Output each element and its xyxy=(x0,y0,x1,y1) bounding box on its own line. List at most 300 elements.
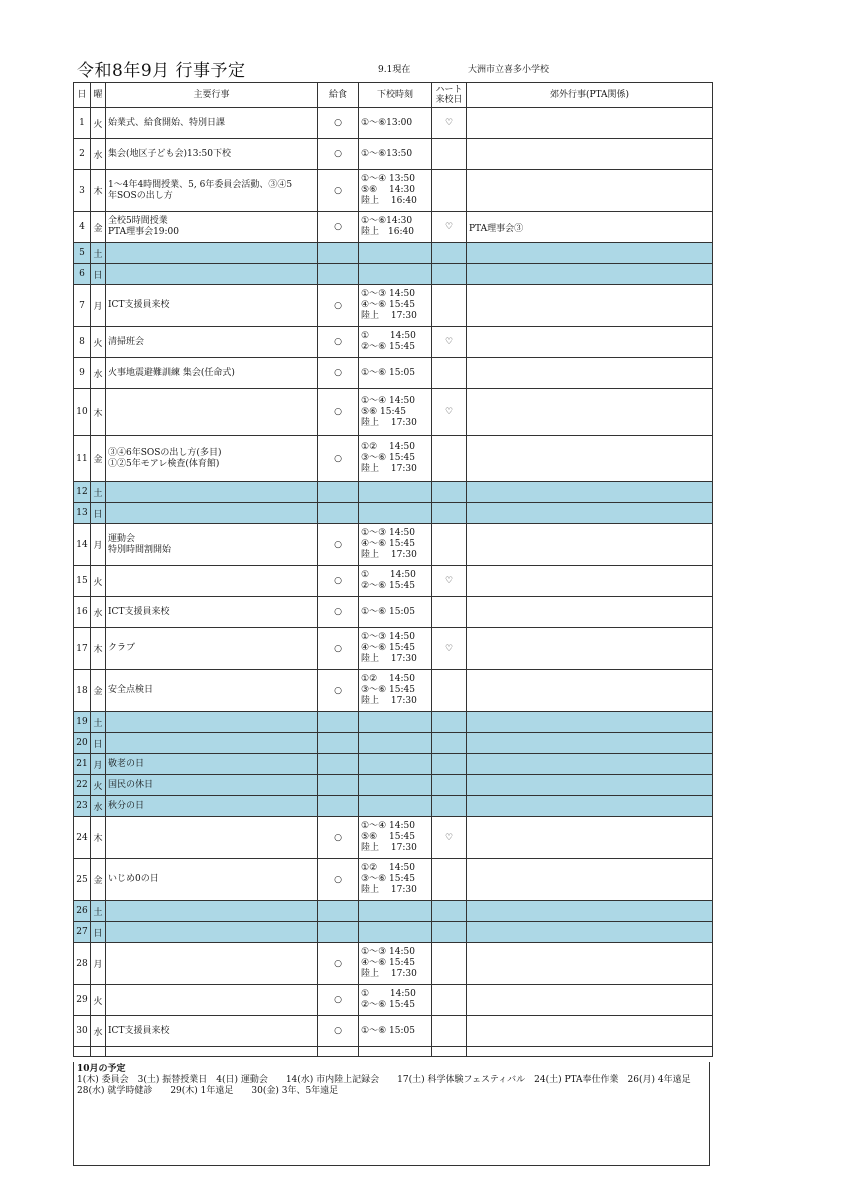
external-event-cell xyxy=(467,901,713,922)
lunch-cell xyxy=(318,243,359,264)
dismissal-line: ①～④ 14:50 xyxy=(361,821,415,831)
day-cell: 27 xyxy=(74,922,91,943)
col-header-main-events: 主要行事 xyxy=(106,83,318,108)
lunch-cell: ○ xyxy=(318,859,359,901)
table-row-holiday xyxy=(74,922,713,943)
main-event-cell xyxy=(106,754,318,775)
day-cell: 5 xyxy=(74,243,91,264)
main-event-line: ICT支援員来校 xyxy=(108,606,170,617)
col-header-dow: 曜 xyxy=(91,83,106,108)
main-event-line: ③④6年SOSの出し方(多目) xyxy=(108,447,222,458)
table-row xyxy=(74,358,713,389)
heart-visit-cell: ♡ xyxy=(432,389,467,436)
dismissal-cell xyxy=(359,670,432,712)
heart-visit-cell xyxy=(432,943,467,985)
main-event-cell xyxy=(106,985,318,1016)
lunch-cell xyxy=(318,922,359,943)
weekday-cell: 水 xyxy=(91,796,106,817)
day-cell: 21 xyxy=(74,754,91,775)
external-event-cell xyxy=(467,503,713,524)
dismissal-line: ③～⑥ 15:45 xyxy=(361,874,415,884)
main-event-line: ①②5年モアレ検査(体育館) xyxy=(108,458,220,469)
lunch-cell: ○ xyxy=(318,139,359,170)
dismissal-cell xyxy=(359,943,432,985)
heart-visit-cell xyxy=(432,597,467,628)
day-cell: 1 xyxy=(74,108,91,139)
dismissal-line: ①～③ 14:50 xyxy=(361,947,415,957)
heart-visit-cell xyxy=(432,712,467,733)
weekday-cell: 火 xyxy=(91,775,106,796)
dismissal-line: 陸上 17:30 xyxy=(361,843,417,853)
dismissal-cell xyxy=(359,775,432,796)
weekday-cell: 木 xyxy=(91,170,106,212)
main-event-cell xyxy=(106,628,318,670)
day-cell: 9 xyxy=(74,358,91,389)
weekday-cell: 日 xyxy=(91,503,106,524)
dismissal-cell xyxy=(359,358,432,389)
main-event-line: 火事地震避難訓練 集会(任命式) xyxy=(108,367,235,378)
main-event-cell xyxy=(106,170,318,212)
table-row xyxy=(74,943,713,985)
main-event-cell xyxy=(106,922,318,943)
external-event-cell xyxy=(467,597,713,628)
heart-visit-cell xyxy=(432,264,467,285)
table-row-holiday xyxy=(74,243,713,264)
day-cell: 12 xyxy=(74,482,91,503)
weekday-cell: 火 xyxy=(91,985,106,1016)
day-cell: 8 xyxy=(74,327,91,358)
table-row xyxy=(74,985,713,1016)
dismissal-line: 陸上 17:30 xyxy=(361,885,417,895)
dismissal-line: ②～⑥ 15:45 xyxy=(361,581,415,591)
main-event-line: PTA理事会19:00 xyxy=(108,227,180,237)
col-header-external-events: 郊外行事(PTA関係) xyxy=(467,83,713,108)
heart-visit-cell xyxy=(432,859,467,901)
main-event-cell xyxy=(106,482,318,503)
table-row xyxy=(74,170,713,212)
main-event-line: 清掃班会 xyxy=(108,336,145,347)
external-event-cell xyxy=(467,670,713,712)
external-event-cell xyxy=(467,943,713,985)
col-header-lunch: 給食 xyxy=(318,83,359,108)
dismissal-cell xyxy=(359,436,432,482)
dismissal-line: ③～⑥ 15:45 xyxy=(361,453,415,463)
weekday-cell: 月 xyxy=(91,943,106,985)
external-event-cell: PTA理事会③ xyxy=(467,212,713,243)
dismissal-cell xyxy=(359,922,432,943)
dismissal-line: 陸上 17:30 xyxy=(361,417,417,428)
dismissal-line: 陸上 17:30 xyxy=(361,311,417,321)
empty-cell xyxy=(467,1047,713,1057)
heart-visit-cell xyxy=(432,170,467,212)
dismissal-cell xyxy=(359,285,432,327)
day-cell: 23 xyxy=(74,796,91,817)
main-event-line: ICT支援員来校 xyxy=(108,300,170,310)
dismissal-line: ④～⑥ 15:45 xyxy=(361,300,415,310)
external-event-cell xyxy=(467,436,713,482)
heart-visit-cell: ♡ xyxy=(432,628,467,670)
main-event-cell xyxy=(106,566,318,597)
lunch-cell xyxy=(318,264,359,285)
october-heading: 10月の予定 xyxy=(77,1064,126,1074)
main-event-cell xyxy=(106,524,318,566)
day-cell: 25 xyxy=(74,859,91,901)
dismissal-line: ①② 14:50 xyxy=(361,863,415,873)
col-header-dismissal: 下校時刻 xyxy=(359,83,432,108)
dismissal-line: ①～③ 14:50 xyxy=(361,289,415,299)
lunch-cell xyxy=(318,733,359,754)
weekday-cell: 土 xyxy=(91,901,106,922)
table-row-holiday xyxy=(74,712,713,733)
weekday-cell: 水 xyxy=(91,1016,106,1047)
day-cell: 6 xyxy=(74,264,91,285)
table-row-holiday xyxy=(74,733,713,754)
main-event-line: 安全点検日 xyxy=(108,685,154,695)
dismissal-line: ①～④ 13:50 xyxy=(361,174,415,184)
external-event-cell xyxy=(467,243,713,264)
weekday-cell: 土 xyxy=(91,482,106,503)
dismissal-line: ①～④ 14:50 xyxy=(361,395,415,406)
day-cell: 17 xyxy=(74,628,91,670)
dismissal-line: ①～⑥13:00 xyxy=(361,117,413,128)
col-header-day: 日 xyxy=(74,83,91,108)
day-cell: 28 xyxy=(74,943,91,985)
page-title: 令和8年9月 行事予定 xyxy=(77,61,246,81)
dismissal-line: 陸上 17:30 xyxy=(361,696,417,706)
weekday-cell: 月 xyxy=(91,754,106,775)
day-cell: 18 xyxy=(74,670,91,712)
dismissal-cell xyxy=(359,243,432,264)
lunch-cell: ○ xyxy=(318,597,359,628)
dismissal-line: ①～⑥13:50 xyxy=(361,148,413,159)
dismissal-line: ① 14:50 xyxy=(361,570,416,580)
table-row xyxy=(74,628,713,670)
dismissal-cell xyxy=(359,901,432,922)
heart-visit-cell xyxy=(432,436,467,482)
dismissal-cell xyxy=(359,597,432,628)
dismissal-line: ④～⑥ 15:45 xyxy=(361,539,415,549)
main-event-cell xyxy=(106,327,318,358)
col-header-heart-line2: 来校日 xyxy=(435,95,463,105)
weekday-cell: 火 xyxy=(91,327,106,358)
lunch-cell: ○ xyxy=(318,327,359,358)
heart-visit-cell xyxy=(432,1016,467,1047)
day-cell: 15 xyxy=(74,566,91,597)
day-cell: 19 xyxy=(74,712,91,733)
dismissal-cell xyxy=(359,170,432,212)
weekday-cell: 金 xyxy=(91,436,106,482)
heart-visit-cell: ♡ xyxy=(432,817,467,859)
table-row xyxy=(74,1016,713,1047)
dismissal-line: ⑤⑥ 14:30 xyxy=(361,185,415,195)
external-event-cell xyxy=(467,108,713,139)
dismissal-line: ③～⑥ 15:45 xyxy=(361,685,415,695)
main-event-cell xyxy=(106,264,318,285)
day-cell: 3 xyxy=(74,170,91,212)
heart-visit-cell xyxy=(432,733,467,754)
weekday-cell: 木 xyxy=(91,389,106,436)
dismissal-line: ① 14:50 xyxy=(361,989,416,999)
october-plan xyxy=(73,1062,710,1166)
external-event-cell xyxy=(467,524,713,566)
heart-visit-cell xyxy=(432,482,467,503)
table-row xyxy=(74,285,713,327)
dismissal-line: ④～⑥ 15:45 xyxy=(361,958,415,968)
empty-cell xyxy=(91,1047,106,1057)
external-event-cell xyxy=(467,327,713,358)
table-row xyxy=(74,859,713,901)
dismissal-cell xyxy=(359,796,432,817)
dismissal-cell xyxy=(359,389,432,436)
external-event-cell xyxy=(467,922,713,943)
weekday-cell: 日 xyxy=(91,733,106,754)
weekday-cell: 月 xyxy=(91,285,106,327)
heart-visit-cell xyxy=(432,922,467,943)
heart-visit-cell xyxy=(432,503,467,524)
external-event-cell xyxy=(467,139,713,170)
external-event-cell xyxy=(467,285,713,327)
external-event-cell xyxy=(467,482,713,503)
main-event-cell xyxy=(106,389,318,436)
heart-visit-cell xyxy=(432,285,467,327)
external-event-cell xyxy=(467,754,713,775)
main-event-cell xyxy=(106,139,318,170)
main-event-cell xyxy=(106,358,318,389)
table-row-spacer xyxy=(74,1047,713,1057)
table-row-holiday xyxy=(74,264,713,285)
main-event-cell xyxy=(106,212,318,243)
day-cell: 13 xyxy=(74,503,91,524)
schedule-body xyxy=(74,108,713,1057)
dismissal-cell xyxy=(359,139,432,170)
dismissal-line: ①～⑥ 15:05 xyxy=(361,1025,415,1036)
main-event-cell xyxy=(106,775,318,796)
external-event-cell xyxy=(467,775,713,796)
heart-visit-cell: ♡ xyxy=(432,327,467,358)
day-cell: 24 xyxy=(74,817,91,859)
dismissal-line: 陸上 17:30 xyxy=(361,654,417,664)
table-row xyxy=(74,327,713,358)
dismissal-cell xyxy=(359,985,432,1016)
lunch-cell: ○ xyxy=(318,389,359,436)
dismissal-cell xyxy=(359,754,432,775)
dismissal-cell xyxy=(359,212,432,243)
dismissal-line: 陸上 17:30 xyxy=(361,464,417,474)
lunch-cell: ○ xyxy=(318,436,359,482)
dismissal-line: 陸上 16:40 xyxy=(361,196,417,206)
main-event-cell xyxy=(106,436,318,482)
weekday-cell: 火 xyxy=(91,566,106,597)
dismissal-line: ①② 14:50 xyxy=(361,674,415,684)
table-row xyxy=(74,139,713,170)
heart-visit-cell xyxy=(432,670,467,712)
main-event-line: 始業式、給食開始、特別日課 xyxy=(108,117,226,128)
dismissal-line: ①～③ 14:50 xyxy=(361,528,415,538)
main-event-line: 秋分の日 xyxy=(108,800,145,811)
table-row xyxy=(74,212,713,243)
heart-visit-cell xyxy=(432,796,467,817)
lunch-cell: ○ xyxy=(318,817,359,859)
external-event-cell xyxy=(467,389,713,436)
day-cell: 22 xyxy=(74,775,91,796)
main-event-cell xyxy=(106,285,318,327)
heart-visit-cell xyxy=(432,985,467,1016)
main-event-cell xyxy=(106,243,318,264)
lunch-cell: ○ xyxy=(318,566,359,597)
lunch-cell: ○ xyxy=(318,943,359,985)
external-event-cell xyxy=(467,796,713,817)
heart-visit-cell xyxy=(432,139,467,170)
dismissal-cell xyxy=(359,327,432,358)
table-row-holiday xyxy=(74,775,713,796)
main-event-cell xyxy=(106,733,318,754)
main-event-cell xyxy=(106,901,318,922)
table-row xyxy=(74,108,713,139)
weekday-cell: 金 xyxy=(91,670,106,712)
dismissal-line: ①～⑥ 15:05 xyxy=(361,606,415,617)
main-event-cell xyxy=(106,817,318,859)
lunch-cell: ○ xyxy=(318,170,359,212)
lunch-cell: ○ xyxy=(318,212,359,243)
table-row xyxy=(74,524,713,566)
weekday-cell: 木 xyxy=(91,628,106,670)
day-cell: 20 xyxy=(74,733,91,754)
dismissal-cell xyxy=(359,628,432,670)
main-event-line: クラブ xyxy=(108,643,136,653)
weekday-cell: 月 xyxy=(91,524,106,566)
dismissal-line: 陸上 17:30 xyxy=(361,969,417,979)
table-row-holiday xyxy=(74,503,713,524)
dismissal-line: ④～⑥ 15:45 xyxy=(361,643,415,653)
table-row-holiday xyxy=(74,796,713,817)
heart-visit-cell: ♡ xyxy=(432,108,467,139)
main-event-cell xyxy=(106,712,318,733)
lunch-cell: ○ xyxy=(318,670,359,712)
day-cell: 14 xyxy=(74,524,91,566)
dismissal-cell xyxy=(359,503,432,524)
heart-visit-cell xyxy=(432,754,467,775)
dismissal-line: ⑤⑥ 15:45 xyxy=(361,406,406,417)
main-event-line: 1～4年4時間授業、5, 6年委員会活動、③④5 xyxy=(108,179,293,190)
lunch-cell: ○ xyxy=(318,108,359,139)
dismissal-line: ⑤⑥ 15:45 xyxy=(361,832,415,842)
as-of-date: 9.1現在 xyxy=(378,65,411,75)
dismissal-cell xyxy=(359,733,432,754)
day-cell: 11 xyxy=(74,436,91,482)
heart-visit-cell: ♡ xyxy=(432,566,467,597)
external-event-cell xyxy=(467,628,713,670)
external-event-cell xyxy=(467,264,713,285)
heart-visit-cell xyxy=(432,524,467,566)
main-event-cell xyxy=(106,670,318,712)
dismissal-cell xyxy=(359,264,432,285)
schedule-table xyxy=(73,82,713,1057)
weekday-cell: 水 xyxy=(91,358,106,389)
main-event-line: 国民の休日 xyxy=(108,779,154,790)
dismissal-line: ①～⑥ 15:05 xyxy=(361,367,415,378)
main-event-line: 特別時間割開始 xyxy=(108,544,172,555)
heart-visit-cell xyxy=(432,243,467,264)
weekday-cell: 土 xyxy=(91,243,106,264)
main-event-cell xyxy=(106,597,318,628)
empty-cell xyxy=(318,1047,359,1057)
main-event-cell xyxy=(106,1016,318,1047)
empty-cell xyxy=(432,1047,467,1057)
external-event-cell xyxy=(467,566,713,597)
lunch-cell xyxy=(318,754,359,775)
heart-visit-cell: ♡ xyxy=(432,212,467,243)
dismissal-cell xyxy=(359,712,432,733)
main-event-line: 敬老の日 xyxy=(108,758,145,769)
dismissal-line: 陸上 16:40 xyxy=(361,227,414,237)
day-cell: 4 xyxy=(74,212,91,243)
table-row xyxy=(74,817,713,859)
day-cell: 7 xyxy=(74,285,91,327)
empty-cell xyxy=(359,1047,432,1057)
table-row xyxy=(74,597,713,628)
external-event-cell xyxy=(467,170,713,212)
school-name: 大洲市立喜多小学校 xyxy=(468,65,550,75)
heart-visit-cell xyxy=(432,358,467,389)
table-row xyxy=(74,670,713,712)
day-cell: 30 xyxy=(74,1016,91,1047)
dismissal-line: ①② 14:50 xyxy=(361,442,415,452)
dismissal-cell xyxy=(359,566,432,597)
dismissal-line: 陸上 17:30 xyxy=(361,550,417,560)
lunch-cell: ○ xyxy=(318,985,359,1016)
lunch-cell xyxy=(318,482,359,503)
lunch-cell: ○ xyxy=(318,358,359,389)
table-row-holiday xyxy=(74,482,713,503)
main-event-cell xyxy=(106,943,318,985)
col-header-heart-visit xyxy=(432,83,467,108)
main-event-line: ICT支援員来校 xyxy=(108,1025,170,1036)
table-row xyxy=(74,389,713,436)
weekday-cell: 木 xyxy=(91,817,106,859)
dismissal-line: ① 14:50 xyxy=(361,331,416,341)
table-row xyxy=(74,566,713,597)
lunch-cell xyxy=(318,796,359,817)
dismissal-cell xyxy=(359,482,432,503)
main-event-cell xyxy=(106,859,318,901)
external-event-cell xyxy=(467,859,713,901)
table-row xyxy=(74,436,713,482)
day-cell: 29 xyxy=(74,985,91,1016)
dismissal-line: ①～⑥14:30 xyxy=(361,216,413,226)
lunch-cell xyxy=(318,901,359,922)
main-event-line: 年SOSの出し方 xyxy=(108,190,173,201)
lunch-cell: ○ xyxy=(318,285,359,327)
main-event-cell xyxy=(106,108,318,139)
day-cell: 10 xyxy=(74,389,91,436)
weekday-cell: 金 xyxy=(91,212,106,243)
main-event-line: 全校5時間授業 xyxy=(108,216,168,226)
external-event-cell xyxy=(467,985,713,1016)
october-text: 1(木) 委員会 3(土) 振替授業日 4(日) 運動会 14(水) 市内陸上記録会 17(土) 科学体験フェスティバル 24(土) PTA奉仕作業 26(月) 4年遠足 28(水) 就学時健診 29(木) 1年遠足 30(金) 3年、5年遠足 xyxy=(77,1075,709,1096)
external-event-cell xyxy=(467,733,713,754)
weekday-cell: 日 xyxy=(91,922,106,943)
main-event-cell xyxy=(106,796,318,817)
table-row-holiday xyxy=(74,754,713,775)
lunch-cell xyxy=(318,503,359,524)
external-event-cell xyxy=(467,358,713,389)
weekday-cell: 火 xyxy=(91,108,106,139)
weekday-cell: 土 xyxy=(91,712,106,733)
dismissal-line: ②～⑥ 15:45 xyxy=(361,1000,415,1010)
table-row-holiday xyxy=(74,901,713,922)
day-cell: 26 xyxy=(74,901,91,922)
day-cell: 16 xyxy=(74,597,91,628)
